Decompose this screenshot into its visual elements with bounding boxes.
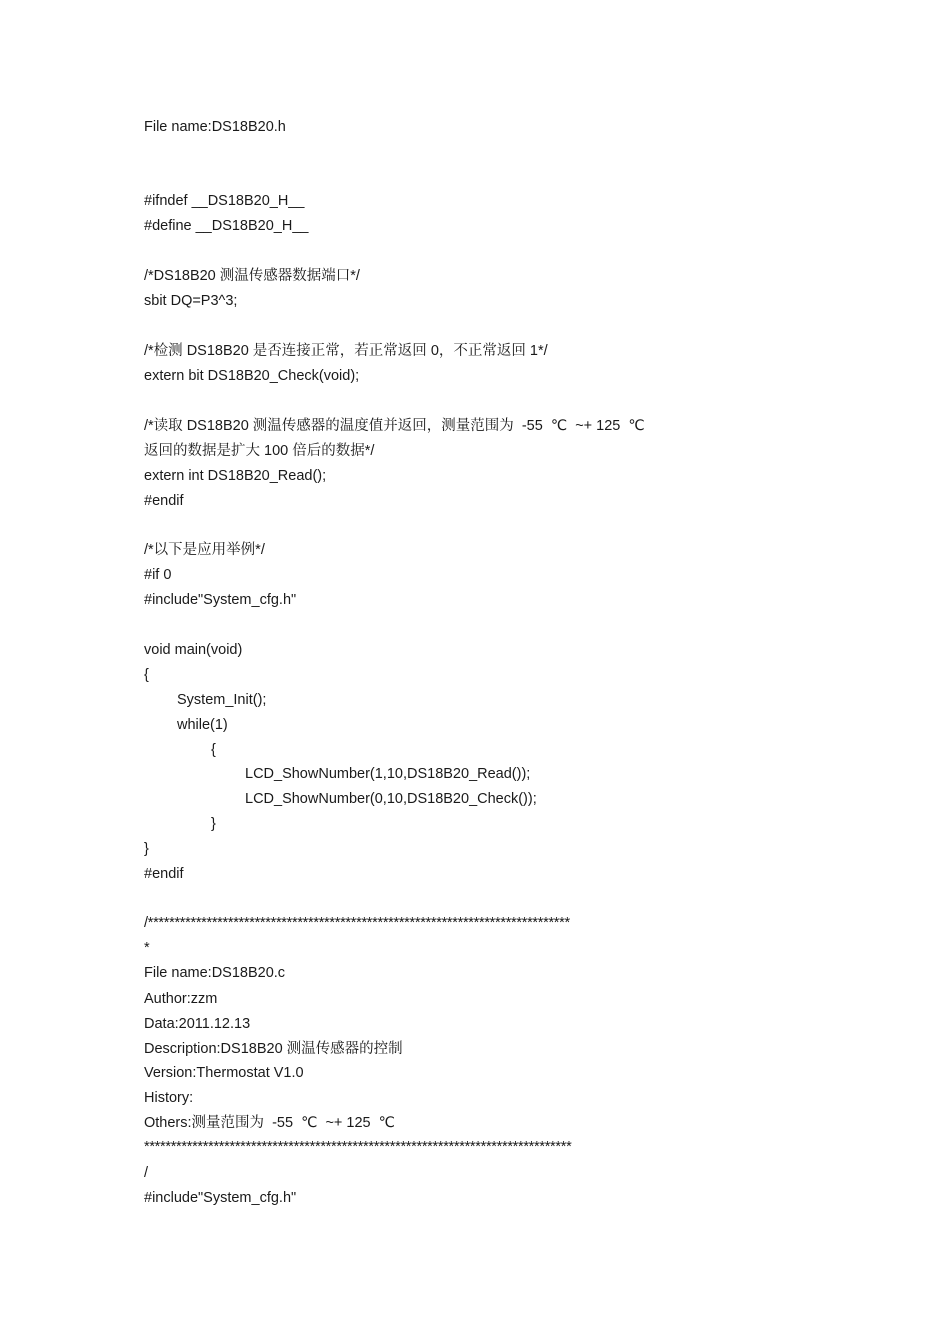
code-comment: 返回的数据是扩大 100 倍后的数据*/ bbox=[144, 443, 375, 459]
header-author: Author:zzm bbox=[144, 991, 218, 1007]
code-comment: /*以下是应用举例*/ bbox=[144, 542, 265, 558]
comment-border-bottom: / bbox=[144, 1165, 149, 1181]
code-line: System_Init(); bbox=[177, 692, 267, 708]
header-filename-h: File name:DS18B20.h bbox=[144, 119, 286, 135]
code-line: } bbox=[144, 841, 149, 857]
comment-border-top: /******************************************************************************* bbox=[144, 915, 570, 931]
header-filename-c: File name:DS18B20.c bbox=[144, 965, 286, 981]
header-history: History: bbox=[144, 1090, 194, 1106]
code-line: #define __DS18B20_H__ bbox=[144, 218, 309, 234]
code-line: while(1) bbox=[177, 717, 228, 733]
code-line: LCD_ShowNumber(1,10,DS18B20_Read()); bbox=[245, 766, 531, 782]
code-line: } bbox=[211, 816, 216, 832]
code-line: #include"System_cfg.h" bbox=[144, 592, 297, 608]
code-line: sbit DQ=P3^3; bbox=[144, 293, 238, 309]
code-line: void main(void) bbox=[144, 642, 243, 658]
code-line: { bbox=[144, 667, 149, 683]
code-line: #endif bbox=[144, 866, 184, 882]
header-description: Description:DS18B20 测温传感器的控制 bbox=[144, 1041, 403, 1057]
code-comment: /*读取 DS18B20 测温传感器的温度值并返回，测量范围为 -55 ℃ ~+ 125 ℃ bbox=[144, 418, 645, 434]
code-line: #ifndef __DS18B20_H__ bbox=[144, 193, 305, 209]
code-line: #endif bbox=[144, 493, 184, 509]
header-version: Version:Thermostat V1.0 bbox=[144, 1065, 304, 1081]
comment-border-bottom: ******************************************************************************** bbox=[144, 1139, 572, 1155]
code-line: extern int DS18B20_Read(); bbox=[144, 468, 327, 484]
code-comment: /*检测 DS18B20 是否连接正常，若正常返回 0，不正常返回 1*/ bbox=[144, 343, 548, 359]
header-date: Data:2011.12.13 bbox=[144, 1016, 251, 1032]
code-line: #include"System_cfg.h" bbox=[144, 1190, 297, 1206]
code-line: { bbox=[211, 742, 216, 758]
comment-border-top: * bbox=[144, 940, 150, 956]
code-line: LCD_ShowNumber(0,10,DS18B20_Check()); bbox=[245, 791, 537, 807]
header-others: Others:测量范围为 -55 ℃ ~+ 125 ℃ bbox=[144, 1115, 395, 1131]
code-comment: /*DS18B20 测温传感器数据端口*/ bbox=[144, 268, 360, 284]
code-line: extern bit DS18B20_Check(void); bbox=[144, 368, 360, 384]
code-line: #if 0 bbox=[144, 567, 172, 583]
